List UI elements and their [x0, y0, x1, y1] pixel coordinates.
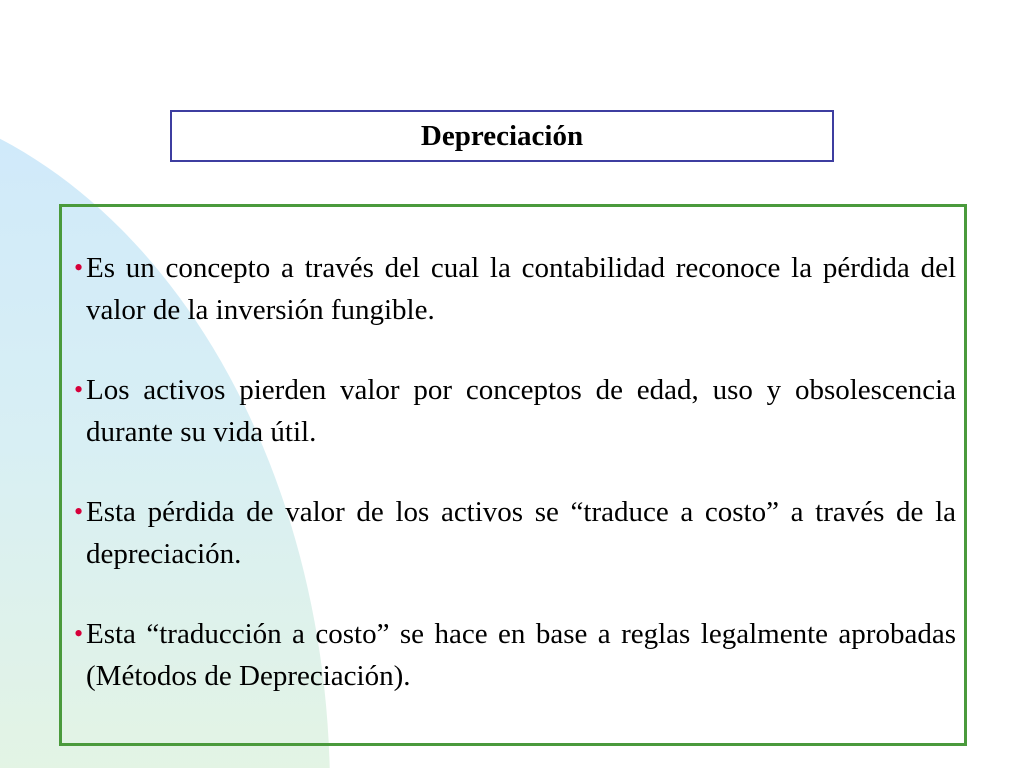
bullet-mark: •	[74, 253, 84, 282]
bullet-text: Esta pérdida de valor de los activos se “traduce a costo” a través de la depreciación.	[86, 496, 956, 570]
content-box	[59, 204, 967, 746]
bullet-mark: •	[74, 619, 84, 648]
bullet-list	[74, 247, 956, 735]
bullet-item	[74, 491, 956, 575]
bullet-text: Esta “traducción a costo” se hace en base a reglas legalmente aprobadas (Métodos de Depreciación).	[86, 618, 956, 692]
bullet-item	[74, 369, 956, 453]
bullet-text: Es un concepto a través del cual la contabilidad reconoce la pérdida del valor de la inversión fungible.	[86, 252, 956, 326]
bullet-mark: •	[74, 375, 84, 404]
bullet-item	[74, 247, 956, 331]
bullet-mark: •	[74, 497, 84, 526]
bullet-item	[74, 613, 956, 697]
bullet-text: Los activos pierden valor por conceptos de edad, uso y obsolescencia durante su vida útil.	[86, 374, 956, 448]
title-box	[170, 110, 834, 162]
slide-title: Depreciación	[420, 119, 584, 152]
